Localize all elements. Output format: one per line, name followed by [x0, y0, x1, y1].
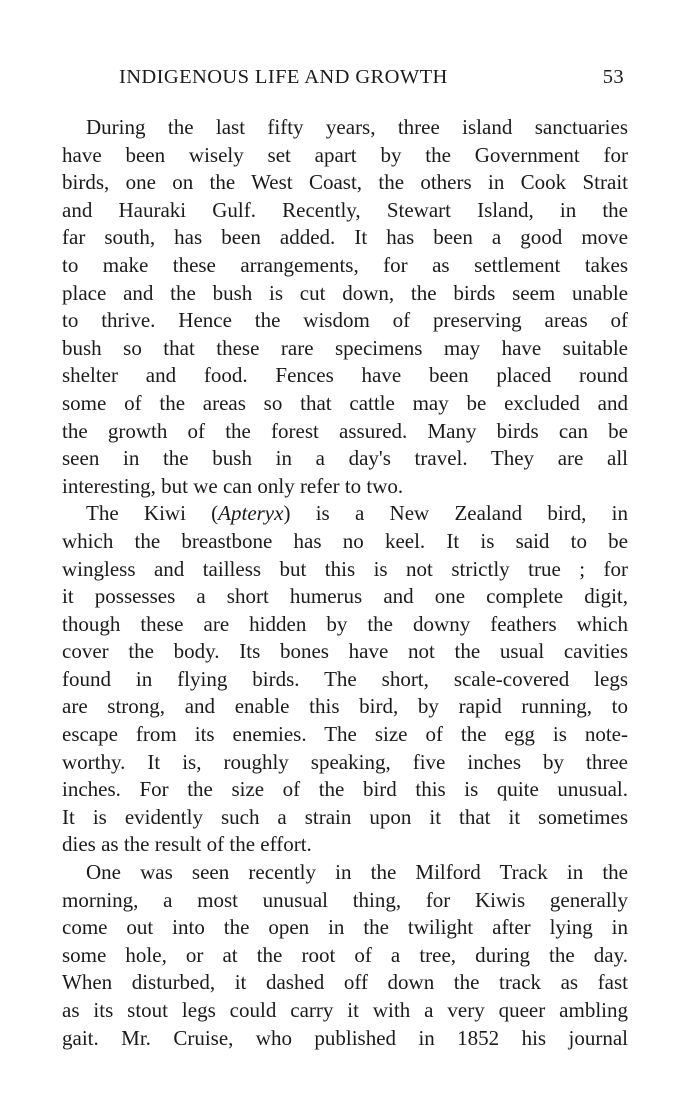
text-line: wingless and tailless but this is not strictly true ; for — [62, 556, 628, 581]
text-line: When disturbed, it dashed off down the track as fast — [62, 970, 628, 995]
scientific-name: Apteryx — [218, 501, 284, 526]
text-line: escape from its enemies. The size of the egg is note- — [62, 722, 628, 747]
text-line: which the breastbone has no keel. It is said to be — [62, 528, 628, 553]
text-line: to thrive. Hence the wisdom of preserving areas of — [62, 308, 628, 333]
text-line: It is evidently such a strain upon it that it sometimes — [62, 804, 628, 829]
text-fragment: ) is a New Zealand bird, in — [283, 501, 628, 526]
text-line: far south, has been added. It has been a good move — [62, 225, 628, 250]
text-line: as its stout legs could carry it with a very queer ambling — [62, 998, 628, 1022]
running-title: INDIGENOUS LIFE AND GROWTH — [119, 66, 448, 88]
text-line: are strong, and enable this bird, by rapid running, to — [62, 694, 628, 719]
text-line: it possesses a short humerus and one complete digit, — [62, 584, 628, 609]
text-line: though these are hidden by the downy feathers which — [62, 611, 628, 636]
text-line — [62, 500, 628, 528]
text-line: morning, a most unusual thing, for Kiwis generally — [62, 887, 628, 912]
text-line: interesting, but we can only refer to two. — [62, 473, 404, 498]
text-line: and Hauraki Gulf. Recently, Stewart Island, in the — [62, 197, 628, 222]
body-text — [62, 114, 628, 1052]
text-line: some of the areas so that cattle may be excluded and — [62, 390, 628, 415]
text-line: the growth of the forest assured. Many birds can be — [62, 418, 628, 443]
text-line: seen in the bush in a day's travel. They are all — [62, 446, 628, 471]
text-line: have been wisely set apart by the Government for — [62, 142, 628, 167]
text-line: bush so that these rare specimens may have suitable — [62, 335, 628, 360]
text-line: inches. For the size of the bird this is quite unusual. — [62, 777, 628, 802]
text-line: place and the bush is cut down, the birds seem unable — [62, 280, 628, 305]
text-fragment: The Kiwi ( — [86, 501, 219, 526]
running-head — [62, 66, 628, 96]
page-number: 53 — [602, 66, 624, 88]
text-line: One was seen recently in the Milford Track in the — [86, 860, 628, 885]
text-line: worthy. It is, roughly speaking, five inches by three — [62, 749, 628, 774]
text-line: to make these arrangements, for as settlement takes — [62, 252, 628, 277]
text-line: shelter and food. Fences have been placed round — [62, 363, 628, 388]
text-line: During the last fifty years, three island sanctuaries — [86, 115, 628, 139]
text-line: birds, one on the West Coast, the others in Cook Strait — [62, 170, 628, 195]
text-line: gait. Mr. Cruise, who published in 1852 his journal — [62, 1025, 628, 1050]
text-line: cover the body. Its bones have not the usual cavities — [62, 639, 628, 664]
text-line: found in flying birds. The short, scale-covered legs — [62, 666, 628, 691]
text-line: come out into the open in the twilight after lying in — [62, 915, 628, 940]
text-line: dies as the result of the effort. — [62, 832, 312, 857]
text-line: some hole, or at the root of a tree, during the day. — [62, 942, 628, 967]
